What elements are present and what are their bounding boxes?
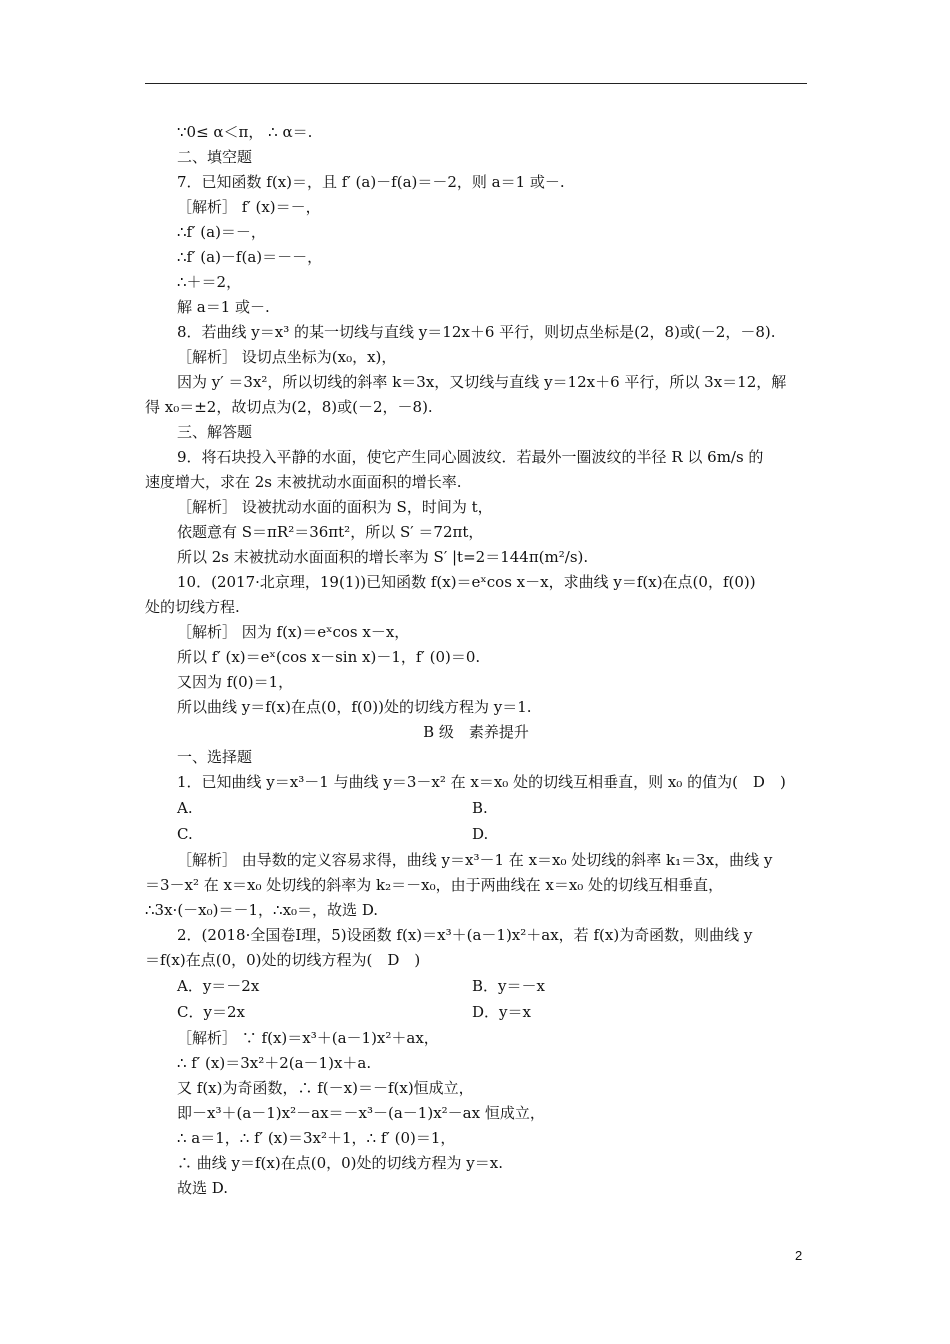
solution-line: ∴f′ (a)－f(a)＝－－，	[177, 248, 323, 266]
solution-line: 所以 f′ (x)＝eˣ(cos x－sin x)－1，f′ (0)＝0.	[177, 648, 481, 666]
question-b2-cont: ＝f(x)在点(0，0)处的切线方程为( D )	[145, 951, 421, 969]
solution-line: ＝3－x² 在 x＝x₀ 处切线的斜率为 k₂＝－x₀，由于两曲线在 x＝x₀ 处的切线互相垂直，	[145, 876, 724, 894]
solution-line: 因为 y′ ＝3x²，所以切线的斜率 k＝3x，又切线与直线 y＝12x＋6 平行，所以 3x＝12，解	[177, 373, 787, 391]
option-d: D.	[472, 825, 489, 843]
question-9: 9．将石块投入平静的水面，使它产生同心圆波纹．若最外一圈波纹的半径 R 以 6m/s 的	[177, 448, 764, 466]
solution-line: ［解析］ 由导数的定义容易求得，曲线 y＝x³－1 在 x＝x₀ 处切线的斜率 k₁＝3x，曲线 y	[177, 851, 773, 869]
solution-line: 依题意有 S＝πR²＝36πt²，所以 S′ ＝72πt，	[177, 523, 484, 541]
solution-line: 所以曲线 y＝f(x)在点(0，f(0))处的切线方程为 y＝1.	[177, 698, 532, 716]
option-a: A．y＝－2x	[177, 977, 260, 995]
solution-line: 得 x₀＝±2，故切点为(2，8)或(－2，－8).	[145, 398, 433, 416]
solution-line: ∴3x·(－x₀)＝－1，∴x₀＝，故选 D.	[145, 901, 379, 919]
solution-line: ∴f′ (a)＝－，	[177, 223, 266, 241]
header-rule	[145, 83, 807, 84]
question-9-cont: 速度增大，求在 2s 末被扰动水面面积的增长率.	[145, 473, 462, 491]
question-7: 7．已知函数 f(x)＝，且 f′ (a)－f(a)＝－2，则 a＝1 或－.	[177, 173, 565, 191]
section-heading: 二、填空题	[177, 148, 253, 166]
solution-line: ∴ f′ (x)＝3x²＋2(a－1)x＋a.	[177, 1054, 372, 1072]
level-b-heading: B 级 素养提升	[423, 723, 529, 741]
solution-line: 所以 2s 末被扰动水面面积的增长率为 S′ |t=2＝144π(m²/s).	[177, 548, 589, 566]
solution-line: ∴ a＝1，∴ f′ (x)＝3x²＋1，∴ f′ (0)＝1，	[177, 1129, 456, 1147]
section-heading: 三、解答题	[177, 423, 253, 441]
text-line: ∵0≤ α＜π， ∴ α＝.	[177, 123, 313, 141]
option-c: C．y＝2x	[177, 1003, 245, 1021]
solution-line: 即－x³＋(a－1)x²－ax＝－x³－(a－1)x²－ax 恒成立，	[177, 1104, 545, 1122]
option-d: D．y＝x	[472, 1003, 531, 1021]
option-a: A.	[177, 799, 193, 817]
solution-line: ［解析］ 因为 f(x)＝eˣcos x－x，	[177, 623, 410, 641]
solution-line: 又因为 f(0)＝1，	[177, 673, 294, 691]
solution-line: ［解析］ 设被扰动水面的面积为 S，时间为 t，	[177, 498, 493, 516]
option-b: B.	[472, 799, 488, 817]
question-b2: 2．(2018·全国卷Ⅰ理，5)设函数 f(x)＝x³＋(a－1)x²＋ax，若 f(x)为奇函数，则曲线 y	[177, 926, 753, 944]
solution-line: ［解析］ 设切点坐标为(x₀，x)，	[177, 348, 397, 366]
section-heading: 一、选择题	[177, 748, 253, 766]
solution-line: 解 a＝1 或－.	[177, 298, 270, 316]
solution-line: ∴ 曲线 y＝f(x)在点(0，0)处的切线方程为 y＝x.	[177, 1154, 503, 1172]
solution-line: ［解析］ f′ (x)＝－，	[177, 198, 321, 216]
question-8: 8．若曲线 y＝x³ 的某一切线与直线 y＝12x＋6 平行，则切点坐标是(2，8)或(－2，－8).	[177, 323, 776, 341]
option-c: C.	[177, 825, 193, 843]
option-b: B．y＝－x	[472, 977, 545, 995]
question-10: 10．(2017·北京理，19(1))已知函数 f(x)＝eˣcos x－x，求曲线 y＝f(x)在点(0，f(0))	[177, 573, 756, 591]
solution-line: ∴＋＝2，	[177, 273, 242, 291]
solution-line: 故选 D.	[177, 1179, 229, 1197]
question-10-cont: 处的切线方程.	[145, 598, 240, 616]
page-number: 2	[795, 1248, 803, 1263]
solution-line: 又 f(x)为奇函数，∴ f(－x)＝－f(x)恒成立，	[177, 1079, 474, 1097]
solution-line: ［解析］ ∵ f(x)＝x³＋(a－1)x²＋ax，	[177, 1029, 439, 1047]
question-b1: 1．已知曲线 y＝x³－1 与曲线 y＝3－x² 在 x＝x₀ 处的切线互相垂直，则 x₀ 的值为( D )	[177, 773, 786, 791]
